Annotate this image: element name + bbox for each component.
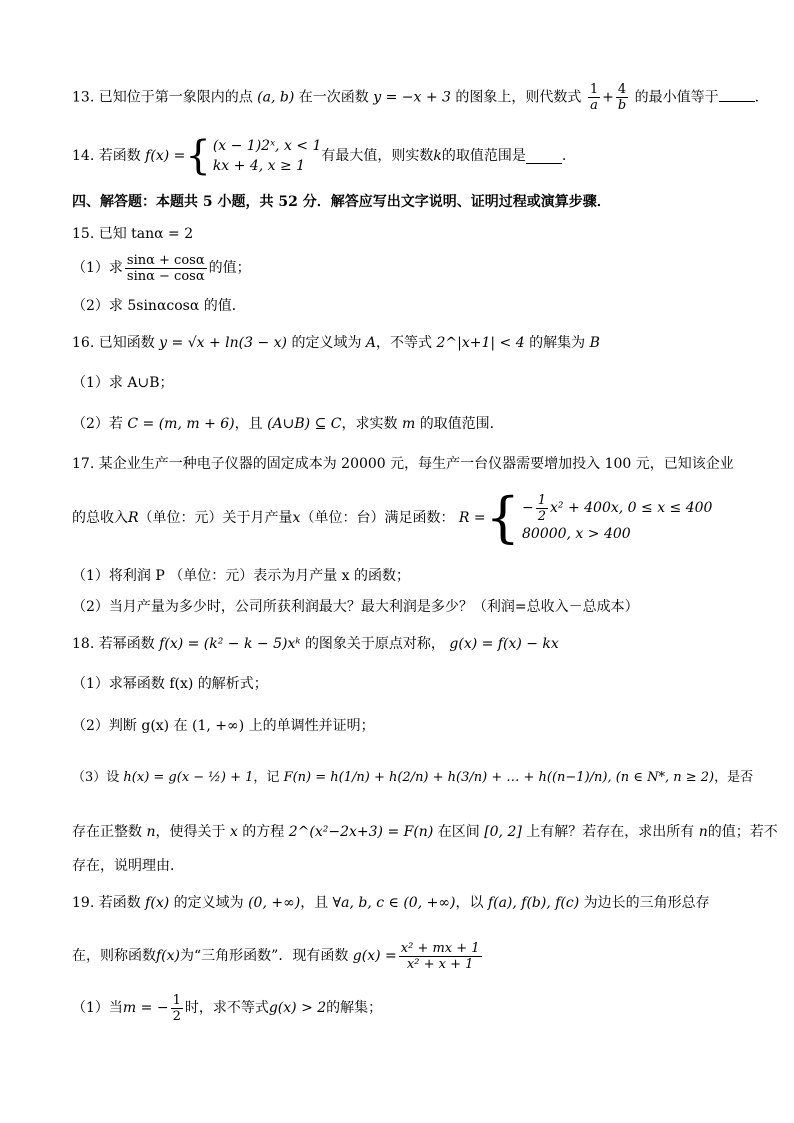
- question-14: [72, 134, 734, 178]
- q19-line-1: [72, 893, 734, 913]
- q15-frac-num: sinα + cosα: [126, 252, 205, 268]
- q17-line-1: 17. 某企业生产一种电子仪器的固定成本为 20000 元，每生产一台仪器需要增加投入 100 元，已知该企业: [72, 456, 734, 472]
- q19-m: m = −: [122, 1000, 169, 1016]
- q14-suffix: 有最大值，则实数: [321, 148, 434, 164]
- q18-p3-b: ，记: [253, 770, 280, 785]
- q18-part-3-line-3: 存在，说明理由．: [72, 858, 184, 874]
- q13-frac1-den: a: [590, 98, 598, 113]
- q19-m-den: 2: [172, 1008, 181, 1024]
- q19-p1-b: 时，求不等式: [184, 1000, 269, 1016]
- q16-p2-a: （2）若: [72, 416, 123, 432]
- q18-part-3: [72, 768, 754, 788]
- q13-mid: 在一次函数: [298, 89, 369, 106]
- q19-inequality: g(x) > 2: [268, 1000, 327, 1016]
- q15-fraction: [125, 253, 207, 284]
- q17-case1-num: 1: [537, 492, 547, 508]
- q18-part-3-line-2: [72, 822, 778, 842]
- q16-part-2: [72, 414, 734, 434]
- q17-case1-den: 2: [537, 508, 547, 524]
- q19-fx-2: f(x): [156, 948, 181, 964]
- q18-n-2: n: [698, 824, 708, 840]
- q19-line1-c: ，且: [300, 895, 329, 911]
- q17-line-2: [72, 488, 734, 548]
- q13-frac2-num: 4: [617, 82, 627, 97]
- q18-g: g(x) = f(x) − kx: [449, 636, 559, 652]
- q17-r: R: [128, 510, 139, 526]
- q16-subset: (A∪B) ⊆ C: [267, 416, 342, 432]
- q18-p3-c: ，是否: [714, 770, 754, 785]
- q16-stem-b: 的定义域为: [291, 335, 362, 351]
- q14-answer-blank: [526, 149, 562, 164]
- q19-line2-a: 在，则称函数: [72, 948, 156, 964]
- q14-prefix: 14. 若函数: [72, 148, 141, 164]
- q18-function: f(x) = (k² − k − 5)xᵏ: [159, 636, 301, 652]
- q17-case1-minus: −: [522, 500, 534, 516]
- q13-frac1-num: 1: [589, 82, 599, 97]
- q16-p2-c: ，求实数: [341, 416, 398, 432]
- q16-stem-d: 的解集为: [529, 335, 586, 351]
- q17-x: x: [292, 510, 301, 526]
- q19-m-fraction: [171, 993, 183, 1024]
- q19-fx: f(x): [145, 895, 170, 911]
- q18-stem-b: 的图象关于原点对称，: [304, 636, 445, 652]
- q17-brace: {: [485, 486, 520, 549]
- q14-suffix2: 的取值范围是: [441, 148, 526, 164]
- q17-cases: [522, 493, 712, 544]
- q14-case-2: kx + 4, x ≥ 1: [212, 158, 306, 174]
- q19-g-den: x² + x + 1: [406, 956, 474, 972]
- q13-mid2: 的图象上，则代数式: [455, 89, 582, 106]
- q16-stem: [72, 333, 734, 353]
- q17-case1-rest: x² + 400x, 0 ≤ x ≤ 400: [550, 500, 713, 516]
- q17-line2-c: （单位：台）满足函数：: [300, 510, 455, 526]
- q17-part-1: （1）将利润 P （单位：元）表示为月产量 x 的函数；: [72, 568, 411, 584]
- q18-stem: [72, 634, 734, 654]
- q16-function: y = √x + ln(3 − x): [159, 335, 288, 351]
- q19-line1-a: 19. 若函数: [72, 895, 141, 911]
- q16-p2-d: 的取值范围．: [419, 416, 504, 432]
- q18-x: x: [229, 824, 238, 840]
- q18-line2-b: ，使得关于: [155, 824, 226, 840]
- q15-p1-suffix: 的值；: [208, 260, 251, 276]
- q19-g-num: x² + mx + 1: [400, 940, 480, 956]
- q13-function: y = −x + 3: [373, 89, 451, 106]
- q15-p1-prefix: （1）求: [72, 260, 123, 276]
- q16-stem-c: ，不等式: [376, 335, 433, 351]
- q17-case-2: 80000, x > 400: [522, 525, 631, 542]
- q18-line2-e: 上有解？若存在，求出所有: [526, 824, 695, 840]
- q18-part-2: （2）判断 g(x) 在 (1, +∞) 上的单调性并证明；: [72, 718, 375, 734]
- q17-case1-frac: [536, 493, 548, 524]
- q19-domain: (0, +∞): [248, 895, 301, 911]
- q18-interval: [0, 2]: [484, 824, 522, 840]
- q16-inequality: 2^|x+1| < 4: [436, 335, 525, 351]
- q16-stem-a: 16. 已知函数: [72, 335, 155, 351]
- q14-cases: [213, 136, 322, 176]
- q18-part-1: （1）求幂函数 f(x) 的解析式；: [72, 676, 268, 692]
- q14-end: .: [561, 148, 567, 164]
- q18-h: h(x) = g(x − ½) + 1: [123, 770, 254, 785]
- q17-line2-b: （单位：元）关于月产量: [138, 510, 293, 526]
- q13-plus: +: [602, 89, 614, 106]
- q14-fx: f(x) =: [145, 148, 186, 164]
- q18-line2-d: 在区间: [437, 824, 480, 840]
- q15-stem: 15. 已知 tanα = 2: [72, 226, 194, 242]
- q17-case-1: [522, 493, 712, 524]
- q16-m: m: [401, 416, 416, 432]
- q13-prefix: 13. 已知位于第一象限内的点: [72, 89, 253, 106]
- q16-set-b: B: [589, 335, 600, 351]
- q18-p3-a: （3）设: [72, 770, 120, 785]
- q18-line2-c: 的方程: [242, 824, 285, 840]
- question-13: [72, 82, 760, 113]
- q13-fraction-2: [616, 82, 628, 113]
- q19-p1-a: （1）当: [72, 1000, 123, 1016]
- q15-part-1: [72, 250, 734, 286]
- q18-stem-a: 18. 若幂函数: [72, 636, 155, 652]
- section-4-heading: 四、解答题：本题共 5 小题，共 52 分．解答应写出文字说明、证明过程或演算步骤．: [72, 194, 611, 210]
- q17-piecewise: [485, 486, 713, 549]
- q19-line-2: [72, 936, 734, 976]
- q13-answer-blank: [719, 87, 755, 102]
- q13-point: (a, b): [257, 89, 295, 106]
- q19-line1-d: ，以: [455, 895, 484, 911]
- q15-frac-den: sinα − cosα: [126, 268, 205, 284]
- q13-suffix: 的最小值等于: [634, 89, 719, 106]
- q16-set-c: C = (m, m + 6): [127, 416, 235, 432]
- q15-part-2: （2）求 5sinαcosα 的值．: [72, 298, 246, 314]
- q19-line1-e: 为边长的三角形总存: [583, 895, 710, 911]
- q19-line2-b: 为“三角形函数”．现有函数: [180, 948, 349, 964]
- q14-case-1: (x − 1)2ˣ, x < 1: [212, 138, 322, 154]
- q18-line2-a: 存在正整数: [72, 824, 142, 840]
- q19-forall: ∀a, b, c ∈ (0, +∞): [332, 895, 456, 911]
- q16-p2-b: ，且: [234, 416, 263, 432]
- q17-line2-a: 的总收入: [72, 510, 128, 526]
- q14-brace: {: [185, 133, 211, 179]
- q13-end: .: [754, 89, 760, 106]
- q17-r-eq: R =: [458, 510, 486, 526]
- q18-equation: 2^(x²−2x+3) = F(n): [288, 824, 434, 840]
- q19-m-num: 1: [172, 992, 181, 1008]
- q18-n: n: [146, 824, 156, 840]
- q19-part-1: [72, 990, 734, 1026]
- q13-frac2-den: b: [617, 98, 627, 113]
- q16-part-1: （1）求 A∪B；: [72, 375, 174, 391]
- q19-g: g(x) =: [352, 948, 397, 964]
- q19-sides: f(a), f(b), f(c): [487, 895, 580, 911]
- q18-f-n: F(n) = h(1/n) + h(2/n) + h(3/n) + … + h((n−1)/n), (n ∈ N*, n ≥ 2): [283, 770, 715, 785]
- q19-p1-c: 的解集；: [326, 1000, 383, 1016]
- q16-set-a: A: [365, 335, 377, 351]
- q18-line2-f: 的值；若不: [707, 824, 778, 840]
- q17-part-2: （2）当月产量为多少时，公司所获利润最大？最大利润是多少？（利润=总收入－总成本）: [72, 599, 639, 615]
- q19-g-fraction: [399, 941, 482, 972]
- q19-line1-b: 的定义域为: [173, 895, 244, 911]
- q14-k: k: [433, 148, 442, 164]
- q13-fraction-1: [588, 82, 600, 113]
- q14-piecewise: [185, 133, 322, 179]
